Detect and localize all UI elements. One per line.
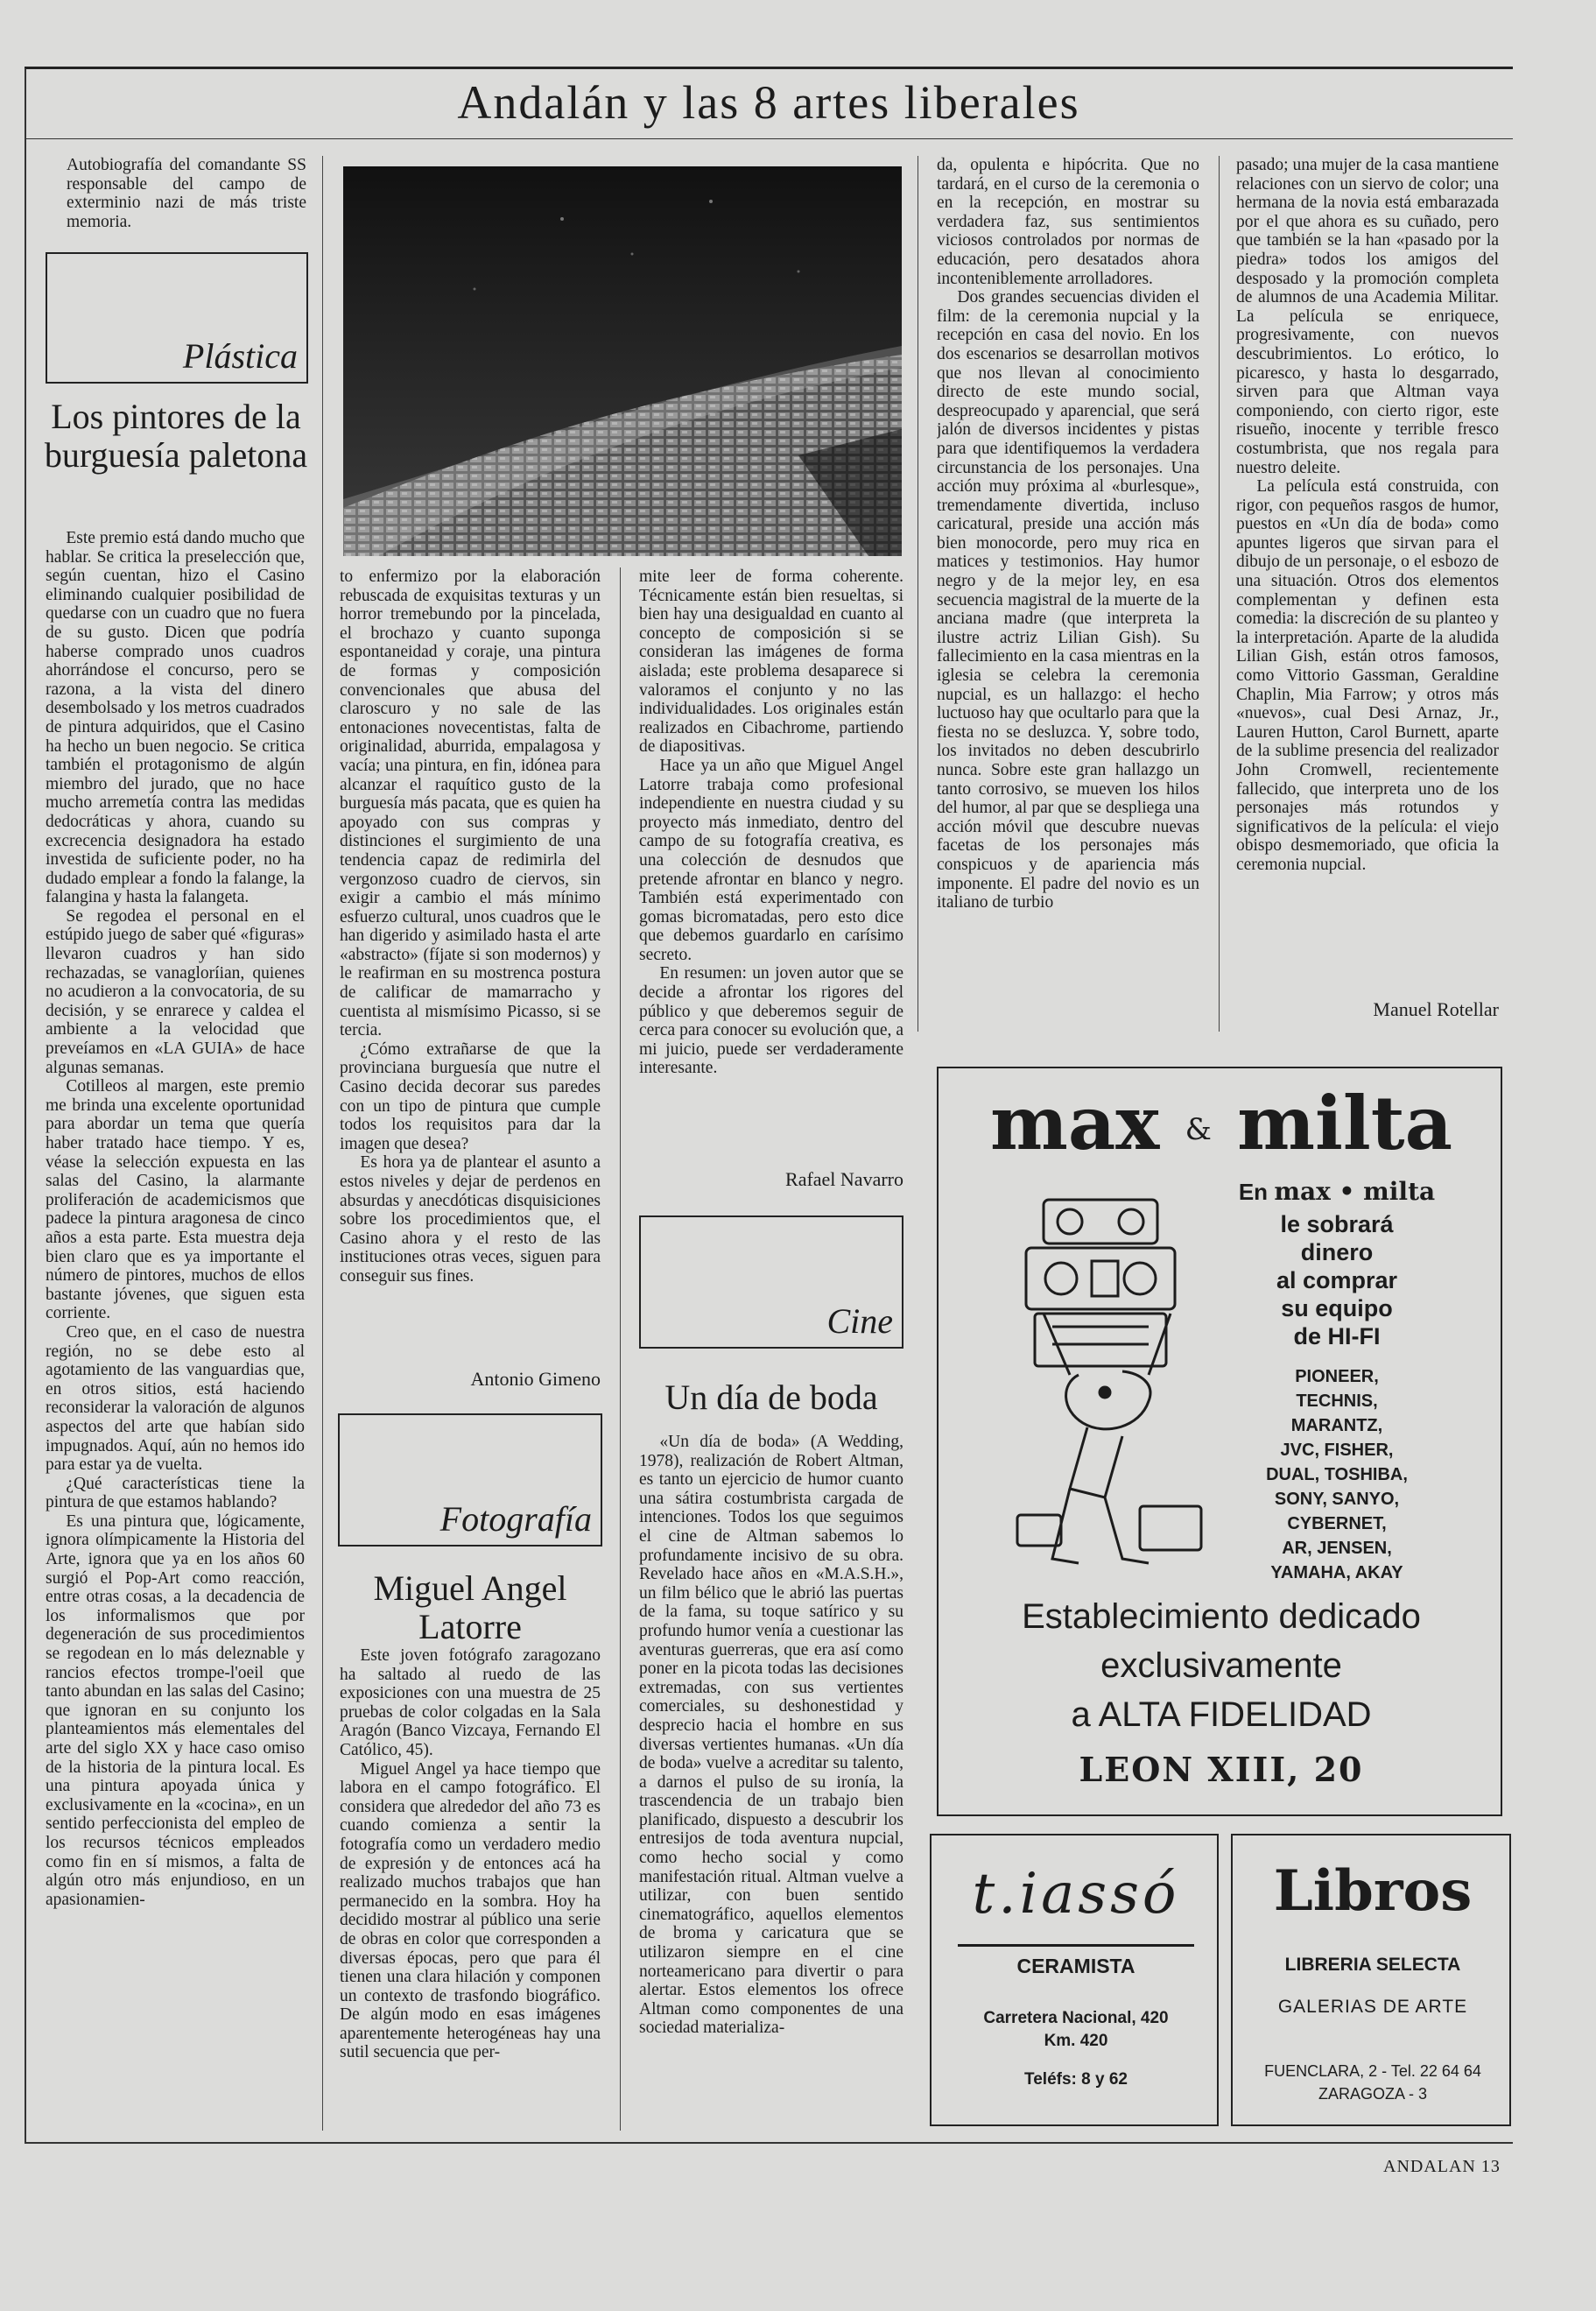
col3-body2 (639, 1433, 903, 2131)
ad-tiasso-logo: t.iassó (972, 1862, 1180, 1927)
headline-latorre: Miguel Angel Latorre (373, 1568, 567, 1646)
col5-paragraph: La película está construida, con rigor, con pequeños rasgos de humor, puestos en «Un día de boda» como apuntes ligeros que sirvan para el dibujo de un personaje, o el esbozo de una situación. Otros dos elementos complementan y definen esta comedia: la discreción de su planteo y la interpretación. Aparte de la aludida Lilian Gish, están otros famosos, como Vittorio Gassman, Geraldine Chaplin, Mia Farrow; y otros más «nuevos», cual Desi Arnaz, Jr., Lauren Hutton, Carol Burnett, aparte de la sublime presencia del realizador John Cromwell, recientemente fallecido, que interpreta uno de los personajes más rotundos y significativos de la película: el viejo obispo desmemoriado, que oficia la ceremonia nupcial. (1236, 477, 1499, 874)
ad-max-brand-line: JVC, FISHER, (1280, 1441, 1394, 1460)
col3-paragraph: En resumen: un joven autor que se decide a afrontar los rigores del público y que deberemos seguir de cerca para conocer su evolución que, a mi juicio, puede ser verdaderamente interesante. (639, 964, 903, 1078)
ad-libros (1231, 1834, 1511, 2126)
column-rule (1219, 156, 1220, 1032)
section-box-plastica (46, 252, 308, 384)
col5-paragraph: pasado; una mujer de la casa mantiene relaciones con un siervo de color; una hermana de la novia está embarazada por el que ahora es su cuñado, pero que también se la han «pasado por la piedra» todos los amigos del desposado y la promoción completa de alumnos de una Academia Militar. La película se enriquece, progresivamente, con nuevos descubrimientos. Lo erótico, lo picaresco, y hasta lo desgarrado, sirven para que Altman vaya componiendo, con cierto rigor, este risueño, inocente y terrible fresco costumbrista, que nos regala para nuestro deleite. (1236, 156, 1499, 477)
ad-libros-address-line: ZARAGOZA - 3 (1318, 2085, 1428, 2103)
col1-intro (51, 156, 306, 230)
col1-paragraph: Creo que, en el caso de nuestra región, no se debe esto al agotamiento de las vanguardias que, en otros sitios, está haciendo reconsiderar la valoración de algunos aspectos del arte que habían sido impugnados. Aquí, aún no hemos ido para estar ya de vuelta. (46, 1322, 305, 1475)
ad-tiasso-address (932, 2007, 1219, 2053)
col4-body (937, 156, 1199, 1032)
ad-max-offer-line: dinero (1300, 1239, 1374, 1265)
ad-tiasso-address-line: Carretera Nacional, 420 (983, 2009, 1169, 2027)
col3-body (639, 567, 903, 1128)
col2-paragraph: Miguel Angel ya hace tiempo que labora en el campo fotográfico. El considera que alrededor del año 73 es cuando comienza a sentir la fotografía como un verdadero medio de expresión y de entonces acá ha realizado muchos trabajos que han permanecido en la sombra. Hoy ha decidido mostrar al público una serie de obras en color que corresponden a diversas épocas, pero que para él tienen una clara hilación y componen un contexto de trasfondo biográfico. De algún modo en esas imágenes aparentemente heterogéneas hay una sutil secuencia que per- (340, 1759, 601, 2062)
ad-max-milta (937, 1067, 1502, 1816)
col1-paragraph: Cotilleos al margen, este premio me brinda una excelente oportunidad para abordar un tema que quería haber tratado hace tiempo. Y es, véase la selección expuesta en las salas del Casino, la alarmante proliferación de academicismos que padece la pintura aragonesa de cinco años a esta parte. Esta muestra deja bien claro que es ya importante el número de pintores, muchos de ellos bastante jóvenes, que siguen esta corriente. (46, 1077, 305, 1323)
col1-paragraph: Este premio está dando mucho que hablar. Se critica la preselección que, según cuentan, hizo el Casino eliminando cualquier posibilidad de quedarse con un cuadro que no fuera de su gusto. Dicen que podría haberse comprado unos cuadros ahorrándose el concurso, pero se razona, a la vista del dinero desembolsado y los metros cuadrados de pintura adquiridos, que el Casino ha hecho un buen negocio. Se critica también el protagonismo de algún miembro del jurado, que no hace mucho arremetía contra las medidas dedocráticas y ahora, cuando su excrecencia designadora ha estado investida de suficiente poder, no ha dudado emplear a fondo la falange, la falangina y hasta la falangeta. (46, 529, 305, 907)
col2-body (340, 567, 601, 1366)
col1-paragraph: Es una pintura que, lógicamente, ignora olímpicamente la Historia del Arte, ignora que ya en los años 60 surgió el Pop-Art como reacción, entre otras cosas, a la decadencia de los informalismos que por degeneración de sus procedimientos se regodean en lo más deleznable y rancios efectos trompe-l'oeil que tanto abundan en las salas del Casino; que ignoran en su conjunto los planteamientos más elementales del arte del siglo XX y hace caso omiso de la historia de la pintura local. Es una pintura apoyada única y exclusivamente en la «cocina», en un sentido perfeccionista del empleo de los recursos técnicos empleados como fin en sí mismos, a falta de algún otro más enjundioso, en un apasionamien- (46, 1511, 305, 1909)
col1-intro-text: Autobiografía del comandante SS responsable del campo de exterminio nazi de más triste memoria. (67, 156, 306, 230)
col1-paragraph: Se regodea el personal en el estúpido juego de saber qué «figuras» llevaron cuadros y han sido rechazadas, se vanagloríian, quienes no acudieron a la convocatoria, de su decisión, y se enrarece y caldea el ambiente a la velocidad que preveíamos en «LA GUIA» de hace algunas semanas. (46, 906, 305, 1077)
ad-max-brand-line: DUAL, TOSHIBA, (1266, 1465, 1408, 1484)
section-label-plastica: Plástica (182, 336, 298, 376)
ad-max-en-brand: max • milta (1274, 1177, 1436, 1206)
section-box-fotografia (338, 1413, 602, 1547)
ad-max-tagline-line: Establecimiento dedicado (1022, 1597, 1421, 1636)
col3-paragraph: Hace ya un año que Miguel Angel Latorre trabaja como profesional independiente en nuestra ciudad y su proyecto más inmediato, dentro del campo de su fotografía creativa, es una colección de desnudos que pretende afrontar en blanco y negro. También está experimentado con gomas bicromatadas, pero esto dice que debemos guardarlo en carísimo secreto. (639, 756, 903, 964)
ad-max-offer-line: su equipo (1281, 1295, 1393, 1321)
ad-max-brand-line: YAMAHA, AKAY (1270, 1563, 1403, 1582)
ad-max-brand-right: milta (1237, 1080, 1453, 1166)
section-label-cine: Cine (826, 1301, 893, 1341)
ad-libros-address (1233, 2060, 1511, 2105)
ad-libros-line1: LIBRERIA SELECTA (1284, 1955, 1461, 1975)
cobblestone-photo-graphic (343, 166, 902, 556)
col3-paragraph: mite leer de forma coherente. Técnicamente están bien resueltas, si bien hay una desigualdad en cuanto al concepto de composición si se consideran las imágenes de forma aislada; este problema desaparece si valoramos el conjunto y no las individualidades. Los originales están realizados en Cibachrome, partiendo de diapositivas. (639, 567, 903, 757)
ad-max-brands (1227, 1364, 1446, 1585)
ad-libros-address-line: FUENCLARA, 2 - Tel. 22 64 64 (1264, 2062, 1481, 2080)
ad-max-brand-line: TECHNIS, (1296, 1392, 1378, 1411)
col4-paragraph: Dos grandes secuencias dividen el film: de la ceremonia nupcial y la recepción en casa del novio. En los dos escenarios se desarrollan motivos que nos llevan al conocimiento directo de este mundo social, despreocupado y aparencial, que será jalón de diversos incidentes y pistas para que identifiquemos la verdadera circunstancia de los personajes. Una acción muy próxima al «burlesque», tremendamente divertida, incluso caricatural, preside una acción más bien monocorde, pero muy rica en matices y testimonios. Hay humor negro y de la mejor ley, en esa secuencia magistral de la muerte de la anciana madre (que interpreta la ilustre actriz Lilian Gish). Su fallecimiento en la casa mientras en la iglesia se celebra la ceremonia nupcial, es un hallazgo: el hecho luctuoso hay que ocultarlo para que la fiesta no se desluzca. Y, sobre todo, los invitados no deben descubrirlo nunca. Sobre este gran hallazgo un tanto corrosivo, se mueven los hilos del humor, al par que se despliega una acción móvil que descubre nuevas facetas de los personajes más conspicuos y de apariencia más imponente. El padre del novio es un italiano de turbio (937, 288, 1199, 912)
ad-tiasso-trade: CERAMISTA (1016, 1955, 1135, 1977)
ad-max-address: LEON XIII, 20 (1079, 1750, 1364, 1789)
headline-boda: Un día de boda (664, 1377, 878, 1417)
ad-max-brand-line: MARANTZ, (1290, 1416, 1383, 1435)
ad-max-offer (1227, 1210, 1446, 1350)
col1-body (46, 529, 305, 2131)
ad-max-logo (939, 1080, 1502, 1169)
ad-max-amp: & (1185, 1112, 1212, 1147)
ad-max-brand-line: PIONEER, (1295, 1367, 1379, 1386)
ad-max-brand-line: AR, JENSEN, (1282, 1539, 1392, 1558)
page-footer: ANDALAN 13 (1383, 2157, 1501, 2176)
ad-max-brand-line: SONY, SANYO, (1274, 1490, 1400, 1509)
ad-max-offer-line: le sobrará (1280, 1211, 1394, 1237)
col2-paragraph: to enfermizo por la elaboración rebuscada de exquisitas texturas y un horror tremebundo por la pincelada, el brochazo y cuanto suponga espontaneidad y coraje, una pintura de formas y composición convencionales que abusa del claroscuro y no sale de las entonaciones novecentistas, falta de originalidad, aburrida, empalagosa y vacía; una pintura, en fin, idónea para alcanzar el raquítico gusto de la burguesía más pacata, que es quien ha apoyado con sus compras y distinciones el surgimiento de una tendencia capaz de redimirla del vergonzoso cuadro de ciervos, sin exigir a cambio el más mínimo esfuerzo cultural, unos cuadros que le han digerido y asimilado hasta el arte «abstracto» (fíjate si son modernos) y le reafirman en su mostrenca postura de calificar de mamarracho y cuentista al mismísimo Picasso, si se tercia. (340, 567, 601, 1040)
ad-tiasso-logo-underline (958, 1944, 1194, 1947)
headline-pintores: Los pintores de la burguesía paletona (44, 397, 308, 475)
ad-max-tagline (939, 1592, 1502, 1739)
col5-body (1236, 156, 1499, 979)
ad-libros-line2: GALERIAS DE ARTE (1277, 1997, 1468, 2017)
byline-rotellar: Manuel Rotellar (1373, 998, 1499, 1020)
section-box-cine (639, 1215, 903, 1349)
ad-max-en (1227, 1177, 1446, 1206)
section-label-fotografia: Fotografía (439, 1499, 592, 1539)
col2-paragraph: ¿Cómo extrañarse de que la provinciana burguesía que nutre el Casino decida decorar sus paredes con un tipo de pintura que cumple todos los requisitos para dar la imagen que desea? (340, 1039, 601, 1153)
ad-max-offer-line: al comprar (1276, 1267, 1398, 1293)
ad-max-brand-left: max (989, 1080, 1160, 1166)
column-rule (322, 156, 323, 2131)
ad-tiasso-address-line: Km. 420 (1044, 2032, 1108, 2050)
ad-tiasso-phone: Teléfs: 8 y 62 (1024, 2070, 1128, 2089)
ad-tiasso (930, 1834, 1219, 2126)
hifi-carrier-illustration (1009, 1173, 1227, 1594)
cobblestone-photo (343, 166, 902, 556)
byline-navarro: Rafael Navarro (785, 1168, 903, 1190)
byline-gimeno: Antonio Gimeno (470, 1368, 601, 1390)
col1-paragraph: ¿Qué características tiene la pintura de que estamos hablando? (46, 1474, 305, 1512)
ad-max-tagline-line: a ALTA FIDELIDAD (1071, 1695, 1372, 1734)
col2-paragraph: Es hora ya de plantear el asunto a estos niveles y dejar de perdenos en absurdas y anecdóticas disquisiciones sobre los procedimientos que, el Casino ahora y el resto de las instituciones otras veces, siguen para conseguir sus fines. (340, 1153, 601, 1286)
ad-max-offer-line: de HI-FI (1293, 1323, 1381, 1349)
ad-libros-logo: Libros (1273, 1858, 1473, 1924)
ad-max-tagline-line: exclusivamente (1100, 1646, 1342, 1685)
ad-max-en-word: En (1238, 1179, 1269, 1205)
masthead-title: Andalán y las 8 artes liberales (457, 76, 1080, 129)
col2-paragraph: Este joven fotógrafo zaragozano ha saltado al ruedo de las exposiciones con una muestra de 25 pruebas de color colgadas en la Sala Aragón (Banco Vizcaya, Fernando El Católico, 45). (340, 1646, 601, 1759)
col4-paragraph: da, opulenta e hipócrita. Que no tardará, en el curso de la ceremonia o en la recepción, en mostrar su verdadera faz, sus sentimientos viciosos controlados por normas de educación, pero desatados ahora inconteniblemente arrolladores. (937, 156, 1199, 288)
column-rule (620, 567, 621, 2131)
col3-paragraph: «Un día de boda» (A Wedding, 1978), realización de Robert Altman, es tanto un ejercicio de humor cuanto una sátira costumbrista cargada de intenciones. Todos los que seguimos el cine de Altman sabemos lo profundamente incisivo de su obra. Revelado hace años en «M.A.S.H.», un film bélico que le abrió las puertas de la fama, su toque satírico y su profundo humor venía a cuestionar las aventuras guerreras, que era así como poner en la picota todas las decisiones extremadas, con sus vertientes comerciales, su deshonestidad y desprecio hacia el hombre en sus diversas vertientes humanas. «Un día de boda» vuelve a acreditar su talento, a darnos el pulso de su ironía, la trascendencia de un trabajo bien planificado, dispuesto a descubrir los entresijos de toda aventura nupcial, como hecho social y como manifestación ritual. Altman vuelve a utilizar, con buen sentido cinematográfico, aquellos elementos de broma y caricatura que se utilizaron siempre en el cine norteamericano para divertir o para alertar. Estos elementos los ofrece Altman como componentes de una sociedad materializa- (639, 1433, 903, 2038)
col2-body2 (340, 1646, 601, 2132)
ad-max-brand-line: CYBERNET, (1287, 1514, 1387, 1533)
